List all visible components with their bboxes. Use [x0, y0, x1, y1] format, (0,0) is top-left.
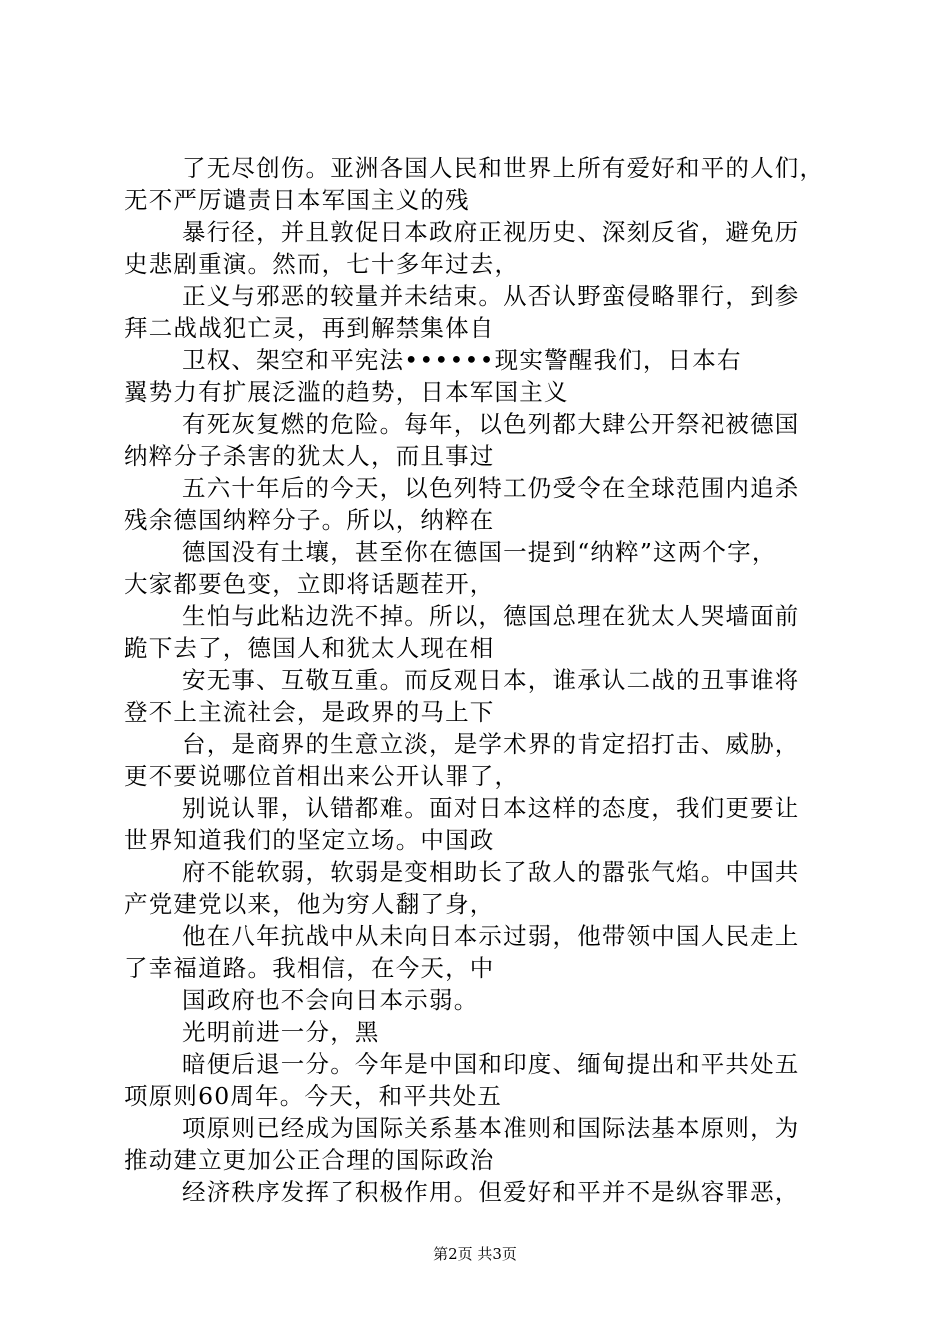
paragraph-line: 有死灰复燃的危险。每年，以色列都大肆公开祭祀被德国 [182, 410, 800, 438]
paragraph-line: 台，是商界的生意立淡，是学术界的肯定招打击、威胁， [182, 730, 800, 758]
paragraph-line: 登不上主流社会，是政界的马上下 [124, 698, 495, 726]
paragraph-line: 大家都要色变，立即将话题茬开， [124, 570, 495, 598]
paragraph-line: 国政府也不会向日本示弱。 [182, 986, 479, 1014]
paragraph [124, 536, 840, 600]
paragraph [124, 344, 840, 408]
paragraph-line: 更不要说哪位首相出来公开认罪了， [124, 762, 520, 790]
paragraph-line: 推动建立更加公正合理的国际政治 [124, 1146, 495, 1174]
paragraph [124, 920, 840, 984]
paragraph-line: 德国没有土壤，甚至你在德国一提到“纳粹”这两个字， [182, 538, 777, 566]
paragraph [124, 856, 840, 920]
paragraph [124, 408, 840, 472]
paragraph-line: 史悲剧重演。然而，七十多年过去， [124, 250, 520, 278]
paragraph-line: 拜二战战犯亡灵，再到解禁集体自 [124, 314, 495, 342]
paragraph [124, 472, 840, 536]
paragraph-line: 暴行径，并且敦促日本政府正视历史、深刻反省，避免历 [182, 218, 800, 246]
paragraph-line: 府不能软弱，软弱是变相助长了敌人的嚣张气焰。中国共 [182, 858, 800, 886]
paragraph [124, 152, 840, 216]
paragraph-line: 无不严厉谴责日本军国主义的残 [124, 186, 470, 214]
paragraph [124, 1048, 840, 1112]
paragraph-line: 项原则已经成为国际关系基本准则和国际法基本原则，为 [182, 1114, 800, 1142]
page-number-label: 第2页 共3页 [433, 1245, 517, 1263]
paragraph-line: 翼势力有扩展泛滥的趋势，日本军国主义 [124, 378, 569, 406]
paragraph-line: 生怕与此粘边洗不掉。所以，德国总理在犹太人哭墙面前 [182, 602, 800, 630]
paragraph [124, 728, 840, 792]
paragraph-line: 卫权、架空和平宪法••••••现实警醒我们，日本右 [182, 346, 742, 374]
paragraph-line: 光明前进一分，黑 [182, 1018, 380, 1046]
paragraph-line: 他在八年抗战中从未向日本示过弱，他带领中国人民走上 [182, 922, 800, 950]
paragraph [124, 1176, 840, 1208]
paragraph-line: 残余德国纳粹分子。所以，纳粹在 [124, 506, 495, 534]
paragraph-line: 五六十年后的今天，以色列特工仍受令在全球范围内追杀 [182, 474, 800, 502]
paragraph-line: 暗便后退一分。今年是中国和印度、缅甸提出和平共处五 [182, 1050, 800, 1078]
paragraph [124, 792, 840, 856]
paragraph [124, 216, 840, 280]
paragraph-line: 正义与邪恶的较量并未结束。从否认野蛮侵略罪行，到参 [182, 282, 800, 310]
page-footer [0, 1244, 950, 1264]
paragraph [124, 600, 840, 664]
paragraph [124, 1112, 840, 1176]
paragraph-line: 别说认罪，认错都难。面对日本这样的态度，我们更要让 [182, 794, 800, 822]
paragraph-line: 世界知道我们的坚定立场。中国政 [124, 826, 495, 854]
paragraph-line: 纳粹分子杀害的犹太人，而且事过 [124, 442, 495, 470]
paragraph [124, 1016, 840, 1048]
paragraph-line: 安无事、互敬互重。而反观日本，谁承认二战的丑事谁将 [182, 666, 800, 694]
paragraph-line: 了幸福道路。我相信，在今天，中 [124, 954, 495, 982]
document-body [124, 152, 840, 1208]
paragraph [124, 280, 840, 344]
paragraph-line: 跪下去了，德国人和犹太人现在相 [124, 634, 495, 662]
paragraph-line: 了无尽创伤。亚洲各国人民和世界上所有爱好和平的人们， [182, 154, 825, 182]
paragraph [124, 664, 840, 728]
paragraph-line: 项原则60周年。今天，和平共处五 [124, 1082, 503, 1110]
paragraph-line: 经济秩序发挥了积极作用。但爱好和平并不是纵容罪恶， [182, 1178, 800, 1206]
paragraph [124, 984, 840, 1016]
paragraph-line: 产党建党以来，他为穷人翻了身， [124, 890, 495, 918]
